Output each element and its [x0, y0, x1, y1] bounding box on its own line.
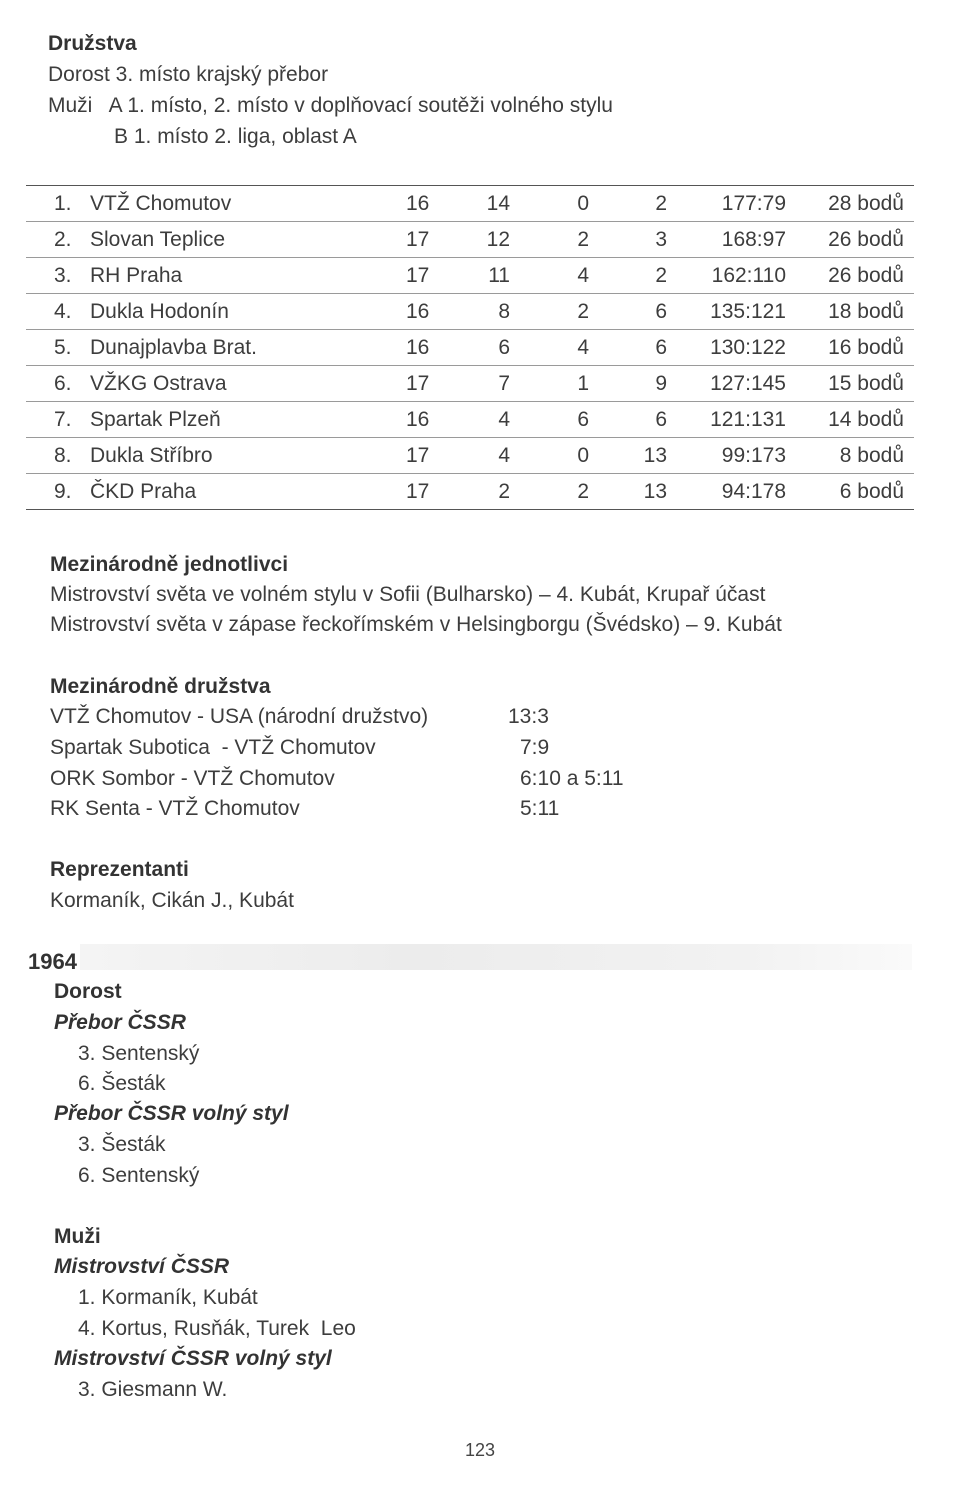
rank-cell: 8.	[54, 444, 72, 467]
intl-match: ORK Sombor - VTŽ Chomutov	[50, 767, 335, 790]
intl-teams-heading: Mezinárodně družstva	[50, 675, 271, 698]
won-cell: 12	[486, 228, 510, 251]
points-cell: 8 bodů	[839, 444, 904, 467]
drawn-cell: 0	[577, 192, 589, 215]
points-cell: 15 bodů	[828, 372, 904, 395]
muzi-comp-1: Mistrovství ČSSR	[54, 1255, 230, 1278]
intl-individuals-heading: Mezinárodně jednotlivci	[50, 553, 289, 576]
teams-heading: Družstva	[48, 32, 137, 55]
intl-match: Spartak Subotica - VTŽ Chomutov	[50, 736, 376, 759]
intl-match-result: 6:10 a 5:11	[520, 767, 624, 790]
won-cell: 6	[498, 336, 510, 359]
lost-cell: 13	[643, 444, 667, 467]
lost-cell: 6	[655, 336, 667, 359]
muzi-heading: Muži	[54, 1225, 101, 1248]
page-number: 123	[464, 1440, 496, 1460]
points-cell: 18 bodů	[828, 300, 904, 323]
representatives-heading: Reprezentanti	[50, 858, 189, 881]
played-cell: 17	[406, 480, 430, 503]
table-row	[26, 474, 914, 510]
table-row	[26, 258, 914, 294]
score-cell: 94:178	[721, 480, 786, 503]
won-cell: 14	[486, 192, 510, 215]
table-row	[26, 186, 914, 222]
team-cell: RH Praha	[90, 264, 183, 287]
won-cell: 4	[498, 408, 510, 431]
table-row	[26, 294, 914, 330]
intl-individuals-line-2: Mistrovství světa v zápase řeckořímském v Helsingborgu (Švédsko) – 9. Kubát	[50, 613, 782, 636]
drawn-cell: 6	[577, 408, 589, 431]
dorost-comp-1-result: 6. Šesták	[78, 1072, 166, 1095]
rank-cell: 3.	[54, 264, 72, 287]
rank-cell: 7.	[54, 408, 72, 431]
team-cell: Spartak Plzeň	[90, 408, 221, 431]
intl-match: VTŽ Chomutov - USA (národní družstvo)	[50, 705, 429, 728]
rank-cell: 6.	[54, 372, 72, 395]
score-cell: 121:131	[710, 408, 786, 431]
lost-cell: 2	[655, 264, 667, 287]
rank-cell: 5.	[54, 336, 72, 359]
team-cell: Dukla Stříbro	[90, 444, 213, 467]
lost-cell: 6	[655, 300, 667, 323]
table-row	[26, 438, 914, 474]
points-cell: 26 bodů	[828, 264, 904, 287]
muzi-comp-1-result: 4. Kortus, Rusňák, Turek Leo	[78, 1317, 356, 1340]
drawn-cell: 2	[577, 300, 589, 323]
dorost-comp-2: Přebor ČSSR volný styl	[54, 1102, 289, 1125]
drawn-cell: 2	[577, 480, 589, 503]
lost-cell: 2	[655, 192, 667, 215]
team-cell: Slovan Teplice	[90, 228, 226, 251]
muzi-comp-2-result: 3. Giesmann W.	[78, 1378, 228, 1401]
played-cell: 17	[406, 372, 430, 395]
teams-line-muzi-a: Muži A 1. místo, 2. místo v doplňovací soutěži volného stylu	[48, 94, 613, 117]
dorost-comp-2-result: 3. Šesták	[78, 1133, 166, 1156]
lost-cell: 9	[655, 372, 667, 395]
won-cell: 2	[498, 480, 510, 503]
team-cell: Dunajplavba Brat.	[90, 336, 257, 359]
points-cell: 28 bodů	[828, 192, 904, 215]
played-cell: 17	[406, 264, 430, 287]
score-cell: 127:145	[710, 372, 786, 395]
played-cell: 16	[406, 192, 430, 215]
intl-individuals-line-1: Mistrovství světa ve volném stylu v Sofii (Bulharsko) – 4. Kubát, Krupař účast	[50, 583, 766, 606]
drawn-cell: 0	[577, 444, 589, 467]
points-cell: 14 bodů	[828, 408, 904, 431]
team-cell: ČKD Praha	[90, 480, 197, 503]
rank-cell: 2.	[54, 228, 72, 251]
year-highlight-bar	[80, 944, 912, 970]
intl-match-result: 13:3	[508, 705, 549, 728]
points-cell: 16 bodů	[828, 336, 904, 359]
points-cell: 6 bodů	[839, 480, 904, 503]
played-cell: 17	[406, 444, 430, 467]
table-row	[26, 402, 914, 438]
lost-cell: 13	[643, 480, 667, 503]
team-cell: VTŽ Chomutov	[90, 192, 232, 215]
score-cell: 162:110	[711, 264, 786, 287]
table-row	[26, 222, 914, 258]
representatives-names: Kormaník, Cikán J., Kubát	[50, 889, 294, 912]
drawn-cell: 1	[577, 372, 589, 395]
team-cell: VŽKG Ostrava	[90, 372, 227, 395]
lost-cell: 3	[655, 228, 667, 251]
played-cell: 16	[406, 408, 430, 431]
played-cell: 16	[406, 300, 430, 323]
intl-match-result: 5:11	[520, 797, 560, 820]
teams-line-dorost: Dorost 3. místo krajský přebor	[48, 63, 329, 86]
drawn-cell: 4	[577, 336, 589, 359]
teams-line-muzi-b: B 1. místo 2. liga, oblast A	[114, 125, 357, 148]
won-cell: 8	[498, 300, 510, 323]
won-cell: 7	[498, 372, 510, 395]
score-cell: 130:122	[710, 336, 786, 359]
won-cell: 4	[498, 444, 510, 467]
intl-match-result: 7:9	[520, 736, 550, 759]
year-heading: 1964	[28, 949, 77, 974]
drawn-cell: 4	[577, 264, 589, 287]
score-cell: 135:121	[710, 300, 786, 323]
muzi-comp-2: Mistrovství ČSSR volný styl	[54, 1347, 332, 1370]
league-table-rows	[26, 186, 914, 510]
dorost-comp-2-result: 6. Sentenský	[78, 1164, 200, 1187]
table-row	[26, 366, 914, 402]
rank-cell: 9.	[54, 480, 72, 503]
rank-cell: 4.	[54, 300, 72, 323]
intl-match: RK Senta - VTŽ Chomutov	[50, 797, 300, 820]
team-cell: Dukla Hodonín	[90, 300, 229, 323]
league-table	[26, 185, 914, 510]
dorost-comp-1: Přebor ČSSR	[54, 1011, 186, 1034]
dorost-comp-1-result: 3. Sentenský	[78, 1042, 200, 1065]
rank-cell: 1.	[54, 192, 72, 215]
points-cell: 26 bodů	[828, 228, 904, 251]
score-cell: 177:79	[721, 192, 786, 215]
lost-cell: 6	[655, 408, 667, 431]
played-cell: 16	[406, 336, 430, 359]
muzi-comp-1-result: 1. Kormaník, Kubát	[78, 1286, 258, 1309]
drawn-cell: 2	[577, 228, 589, 251]
table-row	[26, 330, 914, 366]
score-cell: 168:97	[721, 228, 786, 251]
won-cell: 11	[488, 264, 510, 287]
dorost-heading: Dorost	[54, 980, 122, 1003]
score-cell: 99:173	[721, 444, 786, 467]
played-cell: 17	[406, 228, 430, 251]
